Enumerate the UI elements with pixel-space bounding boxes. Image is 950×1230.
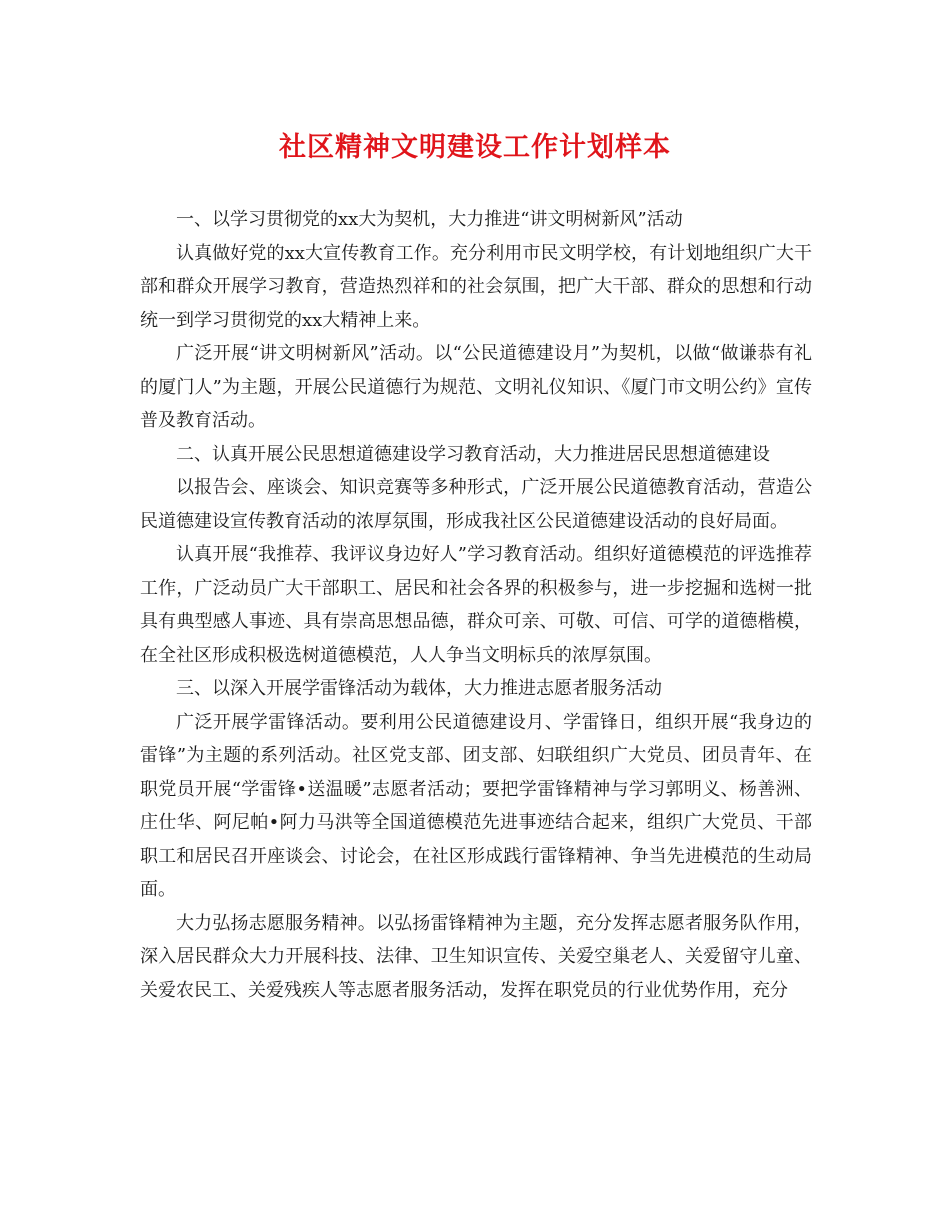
paragraph: 广泛开展“讲文明树新风”活动。以“公民道德建设月”为契机，以做“做谦恭有礼的厦门人”为主题，开展公民道德行为规范、文明礼仪知识、《厦门市文明公约》宣传普及教育活动。 xyxy=(140,343,812,431)
paragraph-section-1-heading: 一、以学习贯彻党的xx大为契机，大力推进“讲文明树新风”活动 xyxy=(176,209,683,230)
paragraph: 大力弘扬志愿服务精神。以弘扬雷锋精神为主题，充分发挥志愿者服务队作用，深入居民群众大力开展科技、法律、卫生知识宣传、关爱空巢老人、关爱留守儿童、关爱农民工、关爱残疾人等志愿者服务活动，发挥在职党员的行业优势作用，充分 xyxy=(140,912,812,1001)
paragraph: 认真做好党的xx大宣传教育工作。充分利用市民文明学校，有计划地组织广大干部和群众开展学习教育，营造热烈祥和的社会氛围，把广大干部、群众的思想和行动统一到学习贯彻党的xx大精神上来。 xyxy=(140,242,812,331)
paragraph-section-3-heading: 三、以深入开展学雷锋活动为载体，大力推进志愿者服务活动 xyxy=(176,678,662,699)
document-title: 社区精神文明建设工作计划样本 xyxy=(279,132,671,163)
document-body xyxy=(140,203,812,1007)
paragraph: 认真开展“我推荐、我评议身边好人”学习教育活动。组织好道德模范的评选推荐工作，广泛动员广大干部职工、居民和社会各界的积极参与，进一步挖掘和选树一批具有典型感人事迹、具有崇高思想品德，群众可亲、可敬、可信、可学的道德楷模，在全社区形成积极选树道德模范，人人争当文明标兵的浓厚氛围。 xyxy=(140,544,812,666)
paragraph: 广泛开展学雷锋活动。要利用公民道德建设月、学雷锋日，组织开展“我身边的雷锋”为主题的系列活动。社区党支部、团支部、妇联组织广大党员、团员青年、在职党员开展“学雷锋•送温暖”志愿者活动；要把学雷锋精神与学习郭明义、杨善洲、庄仕华、阿尼帕•阿力马洪等全国道德模范先进事迹结合起来，组织广大党员、干部职工和居民召开座谈会、讨论会，在社区形成践行雷锋精神、争当先进模范的生动局面。 xyxy=(140,711,812,900)
paragraph-section-2-heading: 二、认真开展公民思想道德建设学习教育活动，大力推进居民思想道德建设 xyxy=(176,443,770,465)
paragraph: 以报告会、座谈会、知识竞赛等多种形式，广泛开展公民道德教育活动，营造公民道德建设宣传教育活动的浓厚氛围，形成我社区公民道德建设活动的良好局面。 xyxy=(140,477,812,532)
